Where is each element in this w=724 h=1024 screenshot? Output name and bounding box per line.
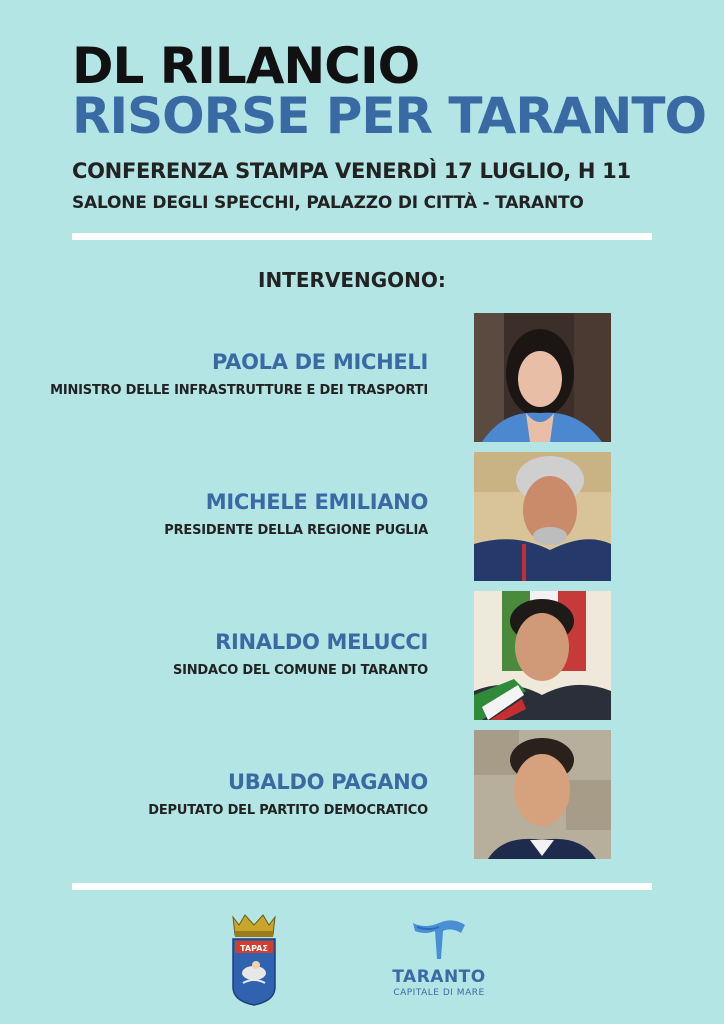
speaker-photo bbox=[474, 591, 611, 720]
taranto-t-icon bbox=[411, 917, 467, 961]
speaker-photo bbox=[474, 452, 611, 581]
speaker-role: DEPUTATO DEL PARTITO DEMOCRATICO bbox=[148, 803, 428, 818]
logo-tagline: CAPITALE DI MARE bbox=[393, 988, 485, 998]
speaker-role: SINDACO DEL COMUNE DI TARANTO bbox=[172, 663, 428, 678]
bottom-divider bbox=[72, 883, 652, 890]
event-venue: SALONE DEGLI SPECCHI, PALAZZO DI CITTÀ - TARANTO bbox=[72, 193, 584, 213]
speaker-name: RINALDO MELUCCI bbox=[215, 630, 428, 654]
speaker-photo bbox=[474, 730, 611, 859]
title-line-2: RISORSE PER TARANTO bbox=[72, 87, 706, 145]
speaker-name: UBALDO PAGANO bbox=[227, 770, 428, 794]
speakers-heading: INTERVENGONO: bbox=[258, 268, 446, 292]
speaker-name: PAOLA DE MICHELI bbox=[211, 350, 428, 374]
speaker-name: MICHELE EMILIANO bbox=[205, 490, 428, 514]
taranto-capitale-di-mare-logo bbox=[386, 917, 492, 998]
speaker-role: PRESIDENTE DELLA REGIONE PUGLIA bbox=[164, 523, 428, 538]
crest-text: TAPAΣ bbox=[240, 944, 268, 953]
taranto-coat-of-arms-logo bbox=[229, 913, 279, 1011]
title-line-1: DL RILANCIO bbox=[72, 37, 420, 95]
top-divider bbox=[72, 233, 652, 240]
speaker-photo bbox=[474, 313, 611, 442]
event-datetime: CONFERENZA STAMPA VENERDÌ 17 LUGLIO, H 11 bbox=[72, 159, 631, 183]
speaker-role: MINISTRO DELLE INFRASTRUTTURE E DEI TRASPORTI bbox=[50, 383, 428, 398]
logo-name: TARANTO bbox=[392, 967, 486, 987]
